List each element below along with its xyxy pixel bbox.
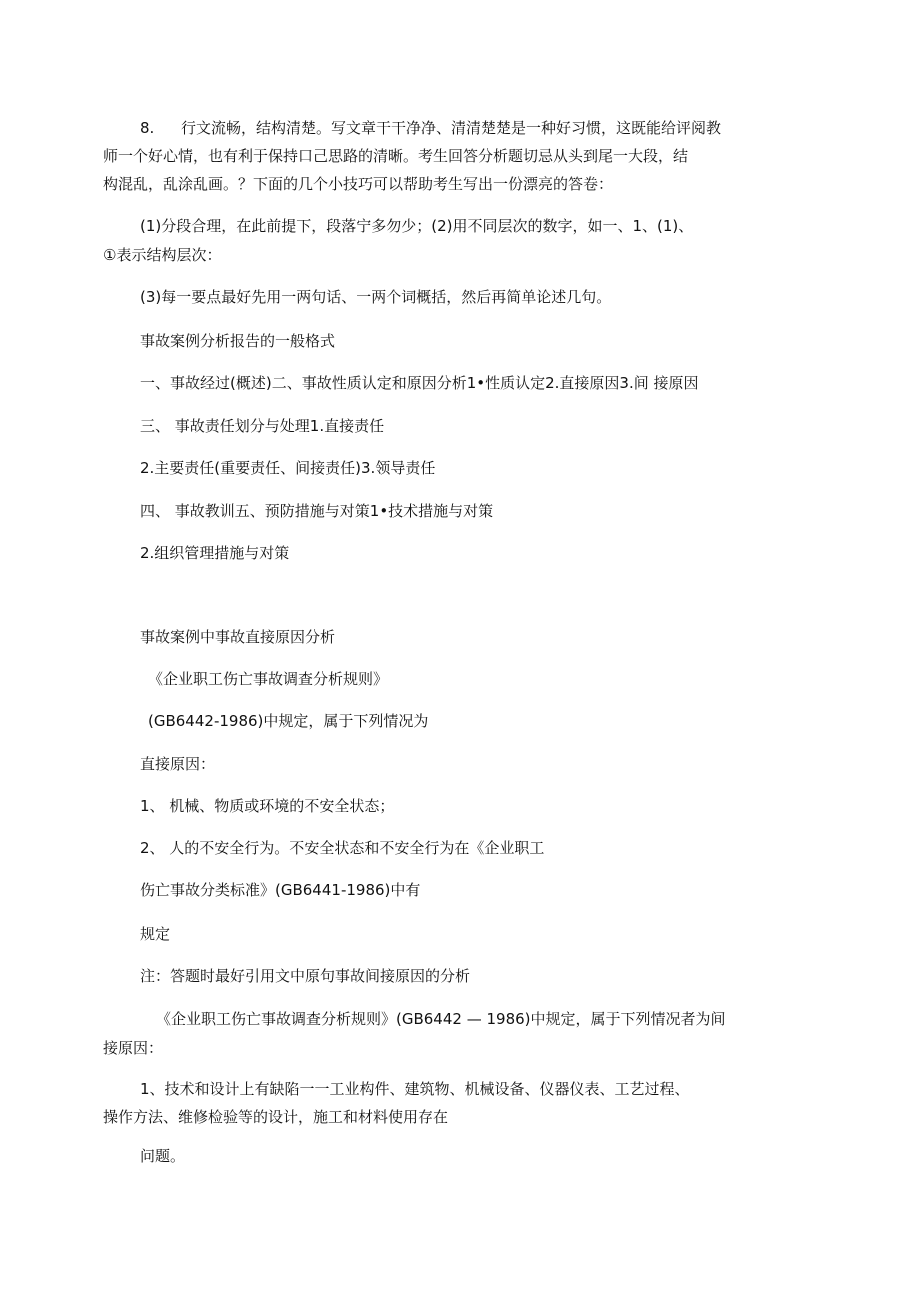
format-line: 三、 事故责任划分与处理1.直接责任 [140, 417, 385, 435]
direct-cause-line: 伤亡事故分类标准》(GB6441-1986)中有 [140, 881, 421, 899]
direct-cause-line: (GB6442-1986)中规定，属于下列情况为 [148, 712, 429, 730]
format-line: 四、 事故教训五、预防措施与对策1•技术措施与对策 [140, 502, 494, 520]
paragraph-line: 行文流畅，结构清楚。写文章干干净净、清清楚楚是一种好习惯，这既能给评阅教 [181, 119, 722, 137]
paragraph-line: 师一个好心情，也有利于保持口己思路的清晰。考生回答分析题切忌从头到尾一大段，结 [103, 147, 689, 165]
section-heading: 事故案例分析报告的一般格式 [140, 332, 336, 350]
indirect-cause-line: 操作方法、维修检验等的设计，施工和材料使用存在 [103, 1108, 449, 1126]
direct-cause-line: 注：答题时最好引用文中原句事故间接原因的分析 [140, 967, 471, 985]
section-number: 8. [140, 119, 155, 137]
indirect-cause-line: 1、技术和设计上有缺陷一一工业构件、建筑物、机械设备、仪器仪表、工艺过程、 [140, 1080, 690, 1098]
direct-cause-line: 《企业职工伤亡事故调查分析规则》 [148, 670, 389, 688]
direct-cause-line: 规定 [140, 925, 171, 943]
indirect-cause-line: 接原因： [103, 1039, 164, 1057]
section-heading: 事故案例中事故直接原因分析 [140, 628, 336, 646]
tip-line: (1)分段合理，在此前提下，段落宁多勿少；(2)用不同层次的数字，如一、1、(1)、 [140, 217, 694, 235]
format-line: 2.主要责任(重要责任、间接责任)3.领导责任 [140, 459, 436, 477]
direct-cause-line: 直接原因： [140, 755, 216, 773]
direct-cause-line: 1、 机械、物质或环境的不安全状态； [140, 797, 395, 815]
tip-line: ①表示结构层次： [103, 246, 222, 264]
format-line: 一、事故经过(概述)二、事故性质认定和原因分析1•性质认定2.直接原因3.间 接原因 [140, 374, 699, 392]
format-line: 2.组织管理措施与对策 [140, 544, 290, 562]
indirect-cause-line: 《企业职工伤亡事故调查分析规则》(GB6442 — 1986)中规定，属于下列情况者为间 [156, 1010, 726, 1028]
tip-line: (3)每一要点最好先用一两句话、一两个词概括，然后再简单论述几句。 [140, 288, 612, 306]
indirect-cause-line: 问题。 [140, 1147, 186, 1165]
direct-cause-line: 2、 人的不安全行为。不安全状态和不安全行为在《企业职工 [140, 839, 545, 857]
paragraph-line: 构混乱，乱涂乱画。？下面的几个小技巧可以帮助考生写出一份漂亮的答卷： [103, 175, 614, 193]
